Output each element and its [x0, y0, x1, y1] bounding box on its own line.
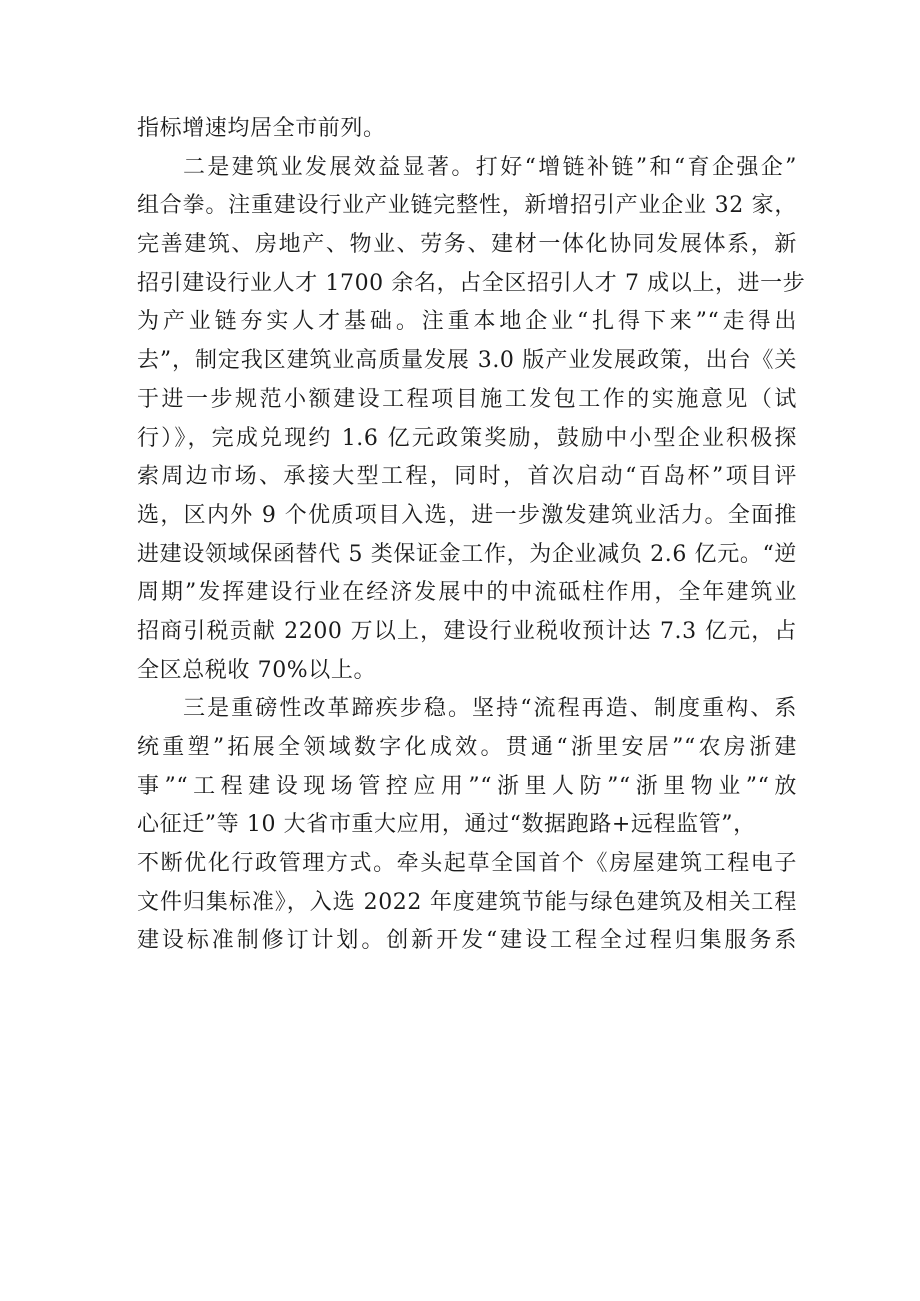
paragraph-2-line-6: 去”，制定我区建筑业高质量发展 3.0 版产业发展政策，出台《关 — [137, 348, 797, 374]
paragraph-3-line-2: 统重塑”拓展全领域数字化成效。贯通“浙里安居”“农房浙建 — [137, 735, 797, 760]
paragraph-2-line-14: 全区总税收 70%以上。 — [137, 657, 377, 683]
paragraph-3-line-4: 心征迁”等 10 大省市重大应用，通过“数据跑路+远程监管”， — [137, 812, 756, 838]
paragraph-3-line-7: 建设标准制修订计划。创新开发“建设工程全过程归集服务系 — [137, 928, 797, 954]
paragraph-3-line-6: 文件归集标准》，入选 2022 年度建筑节能与绿色建筑及相关工程 — [137, 889, 797, 915]
paragraph-2-line-7: 于进一步规范小额建设工程项目施工发包工作的实施意见（试 — [137, 386, 797, 412]
paragraph-3-line-5: 不断优化行政管理方式。牵头起草全国首个《房屋建筑工程电子 — [137, 851, 797, 877]
paragraph-2-line-13: 招商引税贡献 2200 万以上，建设行业税收预计达 7.3 亿元，占 — [137, 618, 797, 644]
paragraph-3-line-1: 三是重磅性改革蹄疾步稳。坚持“流程再造、制度重构、系 — [183, 696, 797, 722]
document-body — [137, 110, 806, 961]
paragraph-2-line-2: 组合拳。注重建设行业产业链完整性，新增招引产业企业 32 家， — [137, 193, 797, 219]
paragraph-2-line-4: 招引建设行业人才 1700 余名，占全区招引人才 7 成以上，进一步 — [137, 270, 806, 296]
paragraph-2-line-10: 选，区内外 9 个优质项目入选，进一步激发建筑业活力。全面推 — [137, 502, 797, 528]
paragraph-2-line-9: 索周边市场、承接大型工程，同时，首次启动“百岛杯”项目评 — [137, 464, 797, 490]
paragraph-2-line-1: 二是建筑业发展效益显著。打好“增链补链”和“育企强企” — [183, 154, 797, 180]
paragraph-2-line-8: 行）》，完成兑现约 1.6 亿元政策奖励，鼓励中小型企业积极探 — [137, 425, 797, 451]
paragraph-3-line-3: 事”“工程建设现场管控应用”“浙里人防”“浙里物业”“放 — [137, 773, 797, 799]
paragraph-2-line-11: 进建设领域保函替代 5 类保证金工作，为企业减负 2.6 亿元。“逆 — [137, 541, 797, 567]
paragraph-1-line-1: 指标增速均居全市前列。 — [137, 116, 386, 141]
paragraph-2-line-12: 周期”发挥建设行业在经济发展中的中流砥柱作用，全年建筑业 — [137, 580, 797, 606]
paragraph-2-line-3: 完善建筑、房地产、物业、劳务、建材一体化协同发展体系，新 — [137, 232, 797, 258]
paragraph-2-line-5: 为产业链夯实人才基础。注重本地企业“扎得下来”“走得出 — [137, 309, 797, 335]
